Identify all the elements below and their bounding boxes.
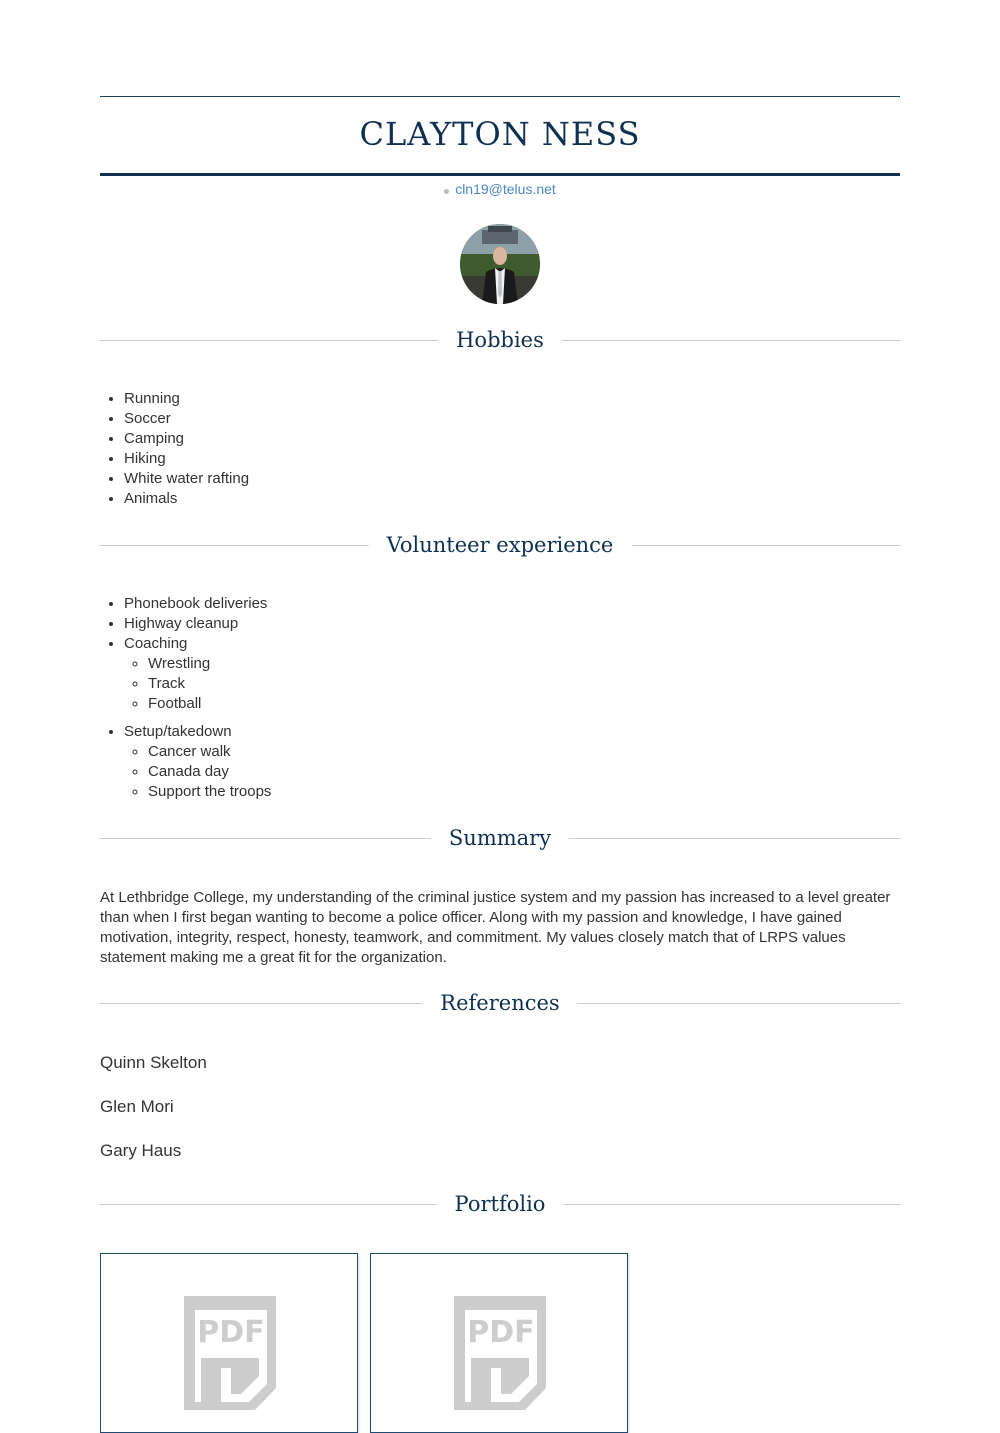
name-header [100,96,900,176]
pdf-icon [181,1296,281,1410]
list-item: • Highway cleanup [124,614,271,634]
references-section-title [100,989,900,1017]
list-item: • Running [124,389,249,409]
sub-list [124,654,271,714]
summary-section-title [100,824,900,852]
pdf-label: PDF [197,1315,265,1350]
section-heading: References [422,989,577,1017]
reference-name: Glen Mori [100,1097,174,1116]
section-heading: Volunteer experience [369,531,632,559]
reference-name: Quinn Skelton [100,1053,207,1072]
sub-list-item: ◦ Wrestling [148,654,271,674]
list-item: • Camping [124,429,249,449]
pdf-label: PDF [467,1315,535,1350]
portfolio-section-title [100,1190,900,1218]
volunteer-section-title [100,531,900,559]
pdf-icon [451,1296,551,1410]
reference-name: Gary Haus [100,1141,182,1160]
candidate-name: CLAYTON NESS [359,115,641,153]
section-heading: Portfolio [437,1190,564,1218]
sub-list-item: ◦ Support the troops [148,782,271,802]
portfolio-item[interactable] [370,1253,628,1433]
list-item: • Hiking [124,449,249,469]
sub-list-item: ◦ Track [148,674,271,694]
list-item: • Animals [124,489,249,509]
volunteer-list [100,594,271,802]
hobbies-list [100,389,249,509]
list-item: • White water rafting [124,469,249,489]
bullet-dot-icon [444,189,449,194]
section-heading: Hobbies [438,326,562,354]
sub-list-item: ◦ Canada day [148,762,271,782]
summary-text: At Lethbridge College, my understanding of the criminal justice system and my passion has increased to a level greater than when I first began wanting to become a police officer. Along with my passion and knowledge, I have gained motivation, integrity, respect, honesty, teamwork, and commitment. My values closely match that of LRPS values statement making me a great fit for the organization. [100,889,891,966]
sub-list-item: ◦ Cancer walk [148,742,271,762]
portfolio-item[interactable] [100,1253,358,1433]
email-link[interactable]: cln19@telus.net [455,181,556,197]
list-item: • Phonebook deliveries [124,594,271,614]
list-item-label: Setup/takedown [124,723,232,740]
avatar [460,224,540,304]
hobbies-section-title [100,326,900,354]
sub-list [124,742,271,802]
list-item-coaching [124,634,271,714]
sub-list-item: ◦ Football [148,694,271,714]
list-item-setup [124,722,271,802]
contact-line [0,181,1000,197]
list-item: • Soccer [124,409,249,429]
section-heading: Summary [431,824,569,852]
list-item-label: Coaching [124,635,188,652]
